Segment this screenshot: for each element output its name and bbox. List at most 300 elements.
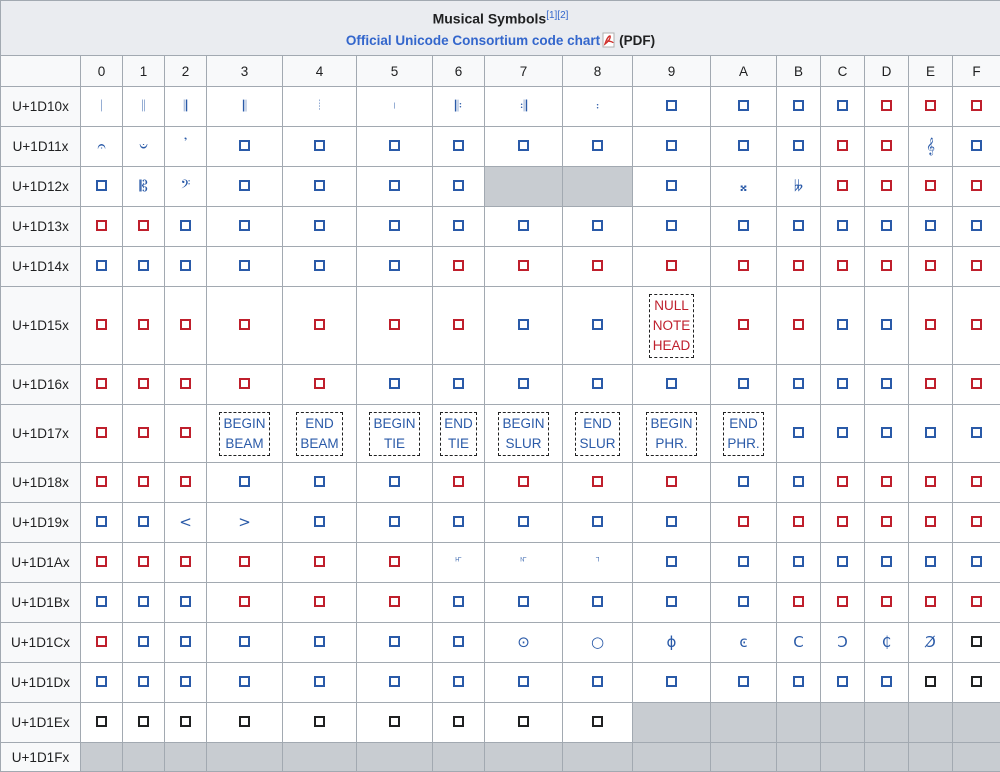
missing-glyph-icon[interactable] bbox=[666, 676, 677, 687]
missing-glyph-icon[interactable] bbox=[971, 100, 982, 111]
code-point-cell bbox=[81, 207, 123, 247]
missing-glyph-icon[interactable] bbox=[239, 319, 250, 330]
missing-glyph-icon[interactable] bbox=[592, 140, 603, 151]
missing-glyph-icon[interactable] bbox=[239, 220, 250, 231]
missing-glyph-icon[interactable] bbox=[518, 260, 529, 271]
missing-glyph-icon[interactable] bbox=[138, 596, 149, 607]
missing-glyph-icon[interactable] bbox=[592, 220, 603, 231]
format-control-label[interactable] bbox=[369, 412, 419, 456]
code-point-cell bbox=[165, 167, 207, 207]
symbol-glyph[interactable]: 𝄈 bbox=[596, 99, 599, 114]
table-row bbox=[1, 87, 1000, 127]
missing-glyph-icon[interactable] bbox=[239, 260, 250, 271]
missing-glyph-icon[interactable] bbox=[239, 556, 250, 567]
symbol-glyph[interactable]: 𝆦 bbox=[455, 555, 461, 570]
code-point-cell bbox=[283, 167, 357, 207]
code-point-cell bbox=[777, 543, 821, 583]
missing-glyph-icon[interactable] bbox=[881, 100, 892, 111]
missing-glyph-icon[interactable] bbox=[314, 180, 325, 191]
missing-glyph-icon[interactable] bbox=[96, 556, 107, 567]
code-point-cell bbox=[433, 463, 485, 503]
missing-glyph-icon[interactable] bbox=[837, 180, 848, 191]
code-point-cell bbox=[777, 405, 821, 463]
missing-glyph-icon[interactable] bbox=[138, 476, 149, 487]
missing-glyph-icon[interactable] bbox=[96, 378, 107, 389]
missing-glyph-icon[interactable] bbox=[453, 716, 464, 727]
column-header: 3 bbox=[207, 56, 283, 87]
reference-links[interactable]: [1][2] bbox=[546, 10, 568, 21]
format-control-label[interactable] bbox=[440, 412, 477, 456]
code-point-cell bbox=[865, 87, 909, 127]
code-chart-link[interactable]: Official Unicode Consortium code chart bbox=[346, 33, 600, 48]
unassigned-cell bbox=[821, 743, 865, 772]
missing-glyph-icon[interactable] bbox=[592, 596, 603, 607]
table-row bbox=[1, 127, 1000, 167]
symbol-glyph[interactable]: 𝄇 bbox=[520, 99, 527, 114]
code-point-cell bbox=[485, 543, 563, 583]
missing-glyph-icon[interactable] bbox=[592, 716, 603, 727]
missing-glyph-icon[interactable] bbox=[793, 378, 804, 389]
code-point-cell bbox=[357, 703, 433, 743]
missing-glyph-icon[interactable] bbox=[971, 676, 982, 687]
missing-glyph-icon[interactable] bbox=[881, 220, 892, 231]
missing-glyph-icon[interactable] bbox=[389, 180, 400, 191]
missing-glyph-icon[interactable] bbox=[518, 516, 529, 527]
missing-glyph-icon[interactable] bbox=[180, 556, 191, 567]
column-header: D bbox=[865, 56, 909, 87]
symbol-glyph[interactable]: Ↄ bbox=[837, 635, 848, 650]
missing-glyph-icon[interactable] bbox=[314, 476, 325, 487]
missing-glyph-icon[interactable] bbox=[453, 260, 464, 271]
label-line: SLUR bbox=[579, 434, 615, 454]
missing-glyph-icon[interactable] bbox=[971, 596, 982, 607]
missing-glyph-icon[interactable] bbox=[738, 319, 749, 330]
missing-glyph-icon[interactable] bbox=[180, 319, 191, 330]
missing-glyph-icon[interactable] bbox=[738, 676, 749, 687]
symbol-glyph[interactable]: 𝄒 bbox=[184, 139, 187, 154]
missing-glyph-icon[interactable] bbox=[793, 596, 804, 607]
missing-glyph-icon[interactable] bbox=[793, 427, 804, 438]
missing-glyph-icon[interactable] bbox=[793, 100, 804, 111]
missing-glyph-icon[interactable] bbox=[881, 260, 892, 271]
missing-glyph-icon[interactable] bbox=[592, 516, 603, 527]
missing-glyph-icon[interactable] bbox=[389, 476, 400, 487]
missing-glyph-icon[interactable] bbox=[837, 140, 848, 151]
label-line: HEAD bbox=[653, 336, 691, 356]
missing-glyph-icon[interactable] bbox=[389, 260, 400, 271]
missing-glyph-icon[interactable] bbox=[837, 596, 848, 607]
symbol-glyph[interactable]: < bbox=[179, 515, 192, 530]
missing-glyph-icon[interactable] bbox=[793, 516, 804, 527]
column-header-row bbox=[1, 56, 1000, 87]
missing-glyph-icon[interactable] bbox=[738, 260, 749, 271]
missing-glyph-icon[interactable] bbox=[314, 596, 325, 607]
missing-glyph-icon[interactable] bbox=[925, 260, 936, 271]
missing-glyph-icon[interactable] bbox=[518, 140, 529, 151]
missing-glyph-icon[interactable] bbox=[518, 676, 529, 687]
missing-glyph-icon[interactable] bbox=[837, 476, 848, 487]
missing-glyph-icon[interactable] bbox=[971, 476, 982, 487]
format-control-label[interactable] bbox=[219, 412, 269, 456]
missing-glyph-icon[interactable] bbox=[881, 556, 892, 567]
missing-glyph-icon[interactable] bbox=[96, 636, 107, 647]
missing-glyph-icon[interactable] bbox=[389, 676, 400, 687]
missing-glyph-icon[interactable] bbox=[239, 716, 250, 727]
missing-glyph-icon[interactable] bbox=[666, 516, 677, 527]
symbol-glyph[interactable]: 𝄡 bbox=[139, 179, 147, 194]
code-point-cell bbox=[81, 663, 123, 703]
missing-glyph-icon[interactable] bbox=[925, 556, 936, 567]
missing-glyph-icon[interactable] bbox=[881, 596, 892, 607]
missing-glyph-icon[interactable] bbox=[453, 636, 464, 647]
column-header: 5 bbox=[357, 56, 433, 87]
symbol-glyph[interactable]: 𝄢 bbox=[181, 179, 191, 194]
missing-glyph-icon[interactable] bbox=[180, 636, 191, 647]
symbol-glyph[interactable]: 𝄐 bbox=[97, 139, 105, 154]
missing-glyph-icon[interactable] bbox=[971, 427, 982, 438]
missing-glyph-icon[interactable] bbox=[793, 556, 804, 567]
missing-glyph-icon[interactable] bbox=[453, 220, 464, 231]
symbol-glyph[interactable]: 𝆧 bbox=[520, 555, 526, 570]
missing-glyph-icon[interactable] bbox=[793, 220, 804, 231]
missing-glyph-icon[interactable] bbox=[239, 378, 250, 389]
missing-glyph-icon[interactable] bbox=[971, 556, 982, 567]
missing-glyph-icon[interactable] bbox=[314, 636, 325, 647]
missing-glyph-icon[interactable] bbox=[239, 476, 250, 487]
column-header: 4 bbox=[283, 56, 357, 87]
code-point-cell bbox=[821, 623, 865, 663]
symbol-glyph[interactable]: ⊙ bbox=[517, 635, 530, 650]
missing-glyph-icon[interactable] bbox=[738, 596, 749, 607]
row-header: U+1D1Ax bbox=[1, 543, 81, 583]
missing-glyph-icon[interactable] bbox=[881, 427, 892, 438]
missing-glyph-icon[interactable] bbox=[314, 140, 325, 151]
missing-glyph-icon[interactable] bbox=[314, 319, 325, 330]
missing-glyph-icon[interactable] bbox=[138, 636, 149, 647]
missing-glyph-icon[interactable] bbox=[518, 319, 529, 330]
column-header: E bbox=[909, 56, 953, 87]
code-point-cell bbox=[485, 365, 563, 405]
missing-glyph-icon[interactable] bbox=[881, 516, 892, 527]
missing-glyph-icon[interactable] bbox=[925, 516, 936, 527]
missing-glyph-icon[interactable] bbox=[738, 476, 749, 487]
missing-glyph-icon[interactable] bbox=[925, 476, 936, 487]
missing-glyph-icon[interactable] bbox=[793, 140, 804, 151]
missing-glyph-icon[interactable] bbox=[881, 180, 892, 191]
unassigned-cell bbox=[711, 743, 777, 772]
code-point-cell bbox=[711, 503, 777, 543]
label-line: BEGIN bbox=[502, 414, 544, 434]
symbol-glyph[interactable]: 𝄆 bbox=[455, 99, 462, 114]
missing-glyph-icon[interactable] bbox=[837, 378, 848, 389]
missing-glyph-icon[interactable] bbox=[925, 180, 936, 191]
code-point-cell bbox=[81, 365, 123, 405]
missing-glyph-icon[interactable] bbox=[793, 676, 804, 687]
symbol-glyph[interactable]: ₵ bbox=[882, 635, 892, 650]
code-point-cell bbox=[821, 543, 865, 583]
code-point-cell bbox=[81, 703, 123, 743]
code-point-cell bbox=[865, 463, 909, 503]
missing-glyph-icon[interactable] bbox=[837, 676, 848, 687]
unassigned-cell bbox=[485, 743, 563, 772]
missing-glyph-icon[interactable] bbox=[925, 100, 936, 111]
missing-glyph-icon[interactable] bbox=[971, 319, 982, 330]
missing-glyph-icon[interactable] bbox=[881, 676, 892, 687]
missing-glyph-icon[interactable] bbox=[793, 319, 804, 330]
missing-glyph-icon[interactable] bbox=[837, 556, 848, 567]
missing-glyph-icon[interactable] bbox=[96, 220, 107, 231]
format-control-label[interactable] bbox=[723, 412, 763, 456]
missing-glyph-icon[interactable] bbox=[925, 378, 936, 389]
missing-glyph-icon[interactable] bbox=[138, 220, 149, 231]
missing-glyph-icon[interactable] bbox=[138, 427, 149, 438]
code-point-cell bbox=[485, 287, 563, 365]
symbol-glyph[interactable]: ɸ bbox=[667, 635, 677, 650]
label-line: END bbox=[727, 414, 759, 434]
symbol-glyph[interactable]: 𝄑 bbox=[139, 139, 147, 154]
code-point-cell bbox=[433, 503, 485, 543]
code-point-cell bbox=[909, 405, 953, 463]
code-point-cell bbox=[357, 583, 433, 623]
symbol-glyph[interactable]: 𝄂 bbox=[184, 99, 187, 114]
missing-glyph-icon[interactable] bbox=[96, 180, 107, 191]
missing-glyph-icon[interactable] bbox=[96, 596, 107, 607]
missing-glyph-icon[interactable] bbox=[971, 378, 982, 389]
unassigned-cell bbox=[81, 743, 123, 772]
code-point-cell bbox=[123, 703, 165, 743]
missing-glyph-icon[interactable] bbox=[138, 676, 149, 687]
missing-glyph-icon[interactable] bbox=[453, 596, 464, 607]
missing-glyph-icon[interactable] bbox=[666, 476, 677, 487]
missing-glyph-icon[interactable] bbox=[389, 378, 400, 389]
code-point-cell bbox=[123, 463, 165, 503]
missing-glyph-icon[interactable] bbox=[180, 476, 191, 487]
code-point-cell bbox=[953, 405, 1000, 463]
missing-glyph-icon[interactable] bbox=[96, 260, 107, 271]
missing-glyph-icon[interactable] bbox=[138, 516, 149, 527]
missing-glyph-icon[interactable] bbox=[666, 378, 677, 389]
symbol-glyph[interactable]: > bbox=[238, 515, 251, 530]
missing-glyph-icon[interactable] bbox=[837, 427, 848, 438]
format-control-label[interactable] bbox=[649, 294, 695, 358]
missing-glyph-icon[interactable] bbox=[666, 100, 677, 111]
missing-glyph-icon[interactable] bbox=[453, 180, 464, 191]
missing-glyph-icon[interactable] bbox=[793, 476, 804, 487]
unassigned-cell bbox=[909, 703, 953, 743]
missing-glyph-icon[interactable] bbox=[837, 516, 848, 527]
column-header: 0 bbox=[81, 56, 123, 87]
missing-glyph-icon[interactable] bbox=[389, 556, 400, 567]
format-control-label[interactable] bbox=[646, 412, 696, 456]
missing-glyph-icon[interactable] bbox=[666, 556, 677, 567]
missing-glyph-icon[interactable] bbox=[314, 220, 325, 231]
missing-glyph-icon[interactable] bbox=[925, 596, 936, 607]
missing-glyph-icon[interactable] bbox=[925, 427, 936, 438]
missing-glyph-icon[interactable] bbox=[518, 476, 529, 487]
symbol-glyph[interactable]: 𝄃 bbox=[243, 99, 246, 114]
missing-glyph-icon[interactable] bbox=[389, 516, 400, 527]
missing-glyph-icon[interactable] bbox=[180, 378, 191, 389]
symbol-glyph[interactable]: C bbox=[793, 635, 803, 650]
missing-glyph-icon[interactable] bbox=[738, 378, 749, 389]
row-header: U+1D10x bbox=[1, 87, 81, 127]
missing-glyph-icon[interactable] bbox=[592, 260, 603, 271]
missing-glyph-icon[interactable] bbox=[314, 716, 325, 727]
missing-glyph-icon[interactable] bbox=[389, 636, 400, 647]
row-header: U+1D16x bbox=[1, 365, 81, 405]
symbol-glyph[interactable]: Ↄ̸ bbox=[925, 635, 936, 650]
missing-glyph-icon[interactable] bbox=[389, 220, 400, 231]
missing-glyph-icon[interactable] bbox=[738, 220, 749, 231]
missing-glyph-icon[interactable] bbox=[453, 476, 464, 487]
code-point-cell bbox=[909, 127, 953, 167]
missing-glyph-icon[interactable] bbox=[518, 596, 529, 607]
missing-glyph-icon[interactable] bbox=[314, 516, 325, 527]
missing-glyph-icon[interactable] bbox=[837, 220, 848, 231]
missing-glyph-icon[interactable] bbox=[96, 319, 107, 330]
missing-glyph-icon[interactable] bbox=[138, 260, 149, 271]
missing-glyph-icon[interactable] bbox=[971, 516, 982, 527]
missing-glyph-icon[interactable] bbox=[239, 596, 250, 607]
missing-glyph-icon[interactable] bbox=[881, 476, 892, 487]
missing-glyph-icon[interactable] bbox=[314, 260, 325, 271]
code-point-cell bbox=[711, 543, 777, 583]
missing-glyph-icon[interactable] bbox=[180, 427, 191, 438]
missing-glyph-icon[interactable] bbox=[96, 716, 107, 727]
missing-glyph-icon[interactable] bbox=[314, 378, 325, 389]
missing-glyph-icon[interactable] bbox=[180, 676, 191, 687]
symbol-glyph[interactable]: ○ bbox=[591, 635, 604, 650]
table-row bbox=[1, 583, 1000, 623]
code-point-cell bbox=[485, 503, 563, 543]
missing-glyph-icon[interactable] bbox=[881, 378, 892, 389]
missing-glyph-icon[interactable] bbox=[592, 676, 603, 687]
table-row bbox=[1, 503, 1000, 543]
missing-glyph-icon[interactable] bbox=[925, 676, 936, 687]
format-control-label[interactable] bbox=[575, 412, 619, 456]
symbol-glyph[interactable]: 𝄫 bbox=[794, 179, 803, 194]
symbol-glyph[interactable]: 𝄪 bbox=[740, 179, 747, 194]
missing-glyph-icon[interactable] bbox=[666, 140, 677, 151]
row-header: U+1D11x bbox=[1, 127, 81, 167]
missing-glyph-icon[interactable] bbox=[592, 378, 603, 389]
symbol-glyph[interactable]: ͼ bbox=[739, 635, 747, 650]
symbol-glyph[interactable]: 𝆨 bbox=[596, 555, 600, 570]
missing-glyph-icon[interactable] bbox=[180, 220, 191, 231]
code-point-cell bbox=[283, 503, 357, 543]
missing-glyph-icon[interactable] bbox=[239, 676, 250, 687]
missing-glyph-icon[interactable] bbox=[971, 140, 982, 151]
missing-glyph-icon[interactable] bbox=[518, 716, 529, 727]
table-row bbox=[1, 463, 1000, 503]
missing-glyph-icon[interactable] bbox=[971, 180, 982, 191]
missing-glyph-icon[interactable] bbox=[138, 556, 149, 567]
missing-glyph-icon[interactable] bbox=[96, 676, 107, 687]
missing-glyph-icon[interactable] bbox=[592, 319, 603, 330]
code-point-cell bbox=[123, 543, 165, 583]
missing-glyph-icon[interactable] bbox=[314, 676, 325, 687]
missing-glyph-icon[interactable] bbox=[881, 140, 892, 151]
missing-glyph-icon[interactable] bbox=[738, 100, 749, 111]
label-line: END bbox=[444, 414, 473, 434]
code-point-cell bbox=[207, 87, 283, 127]
symbol-glyph[interactable]: 𝄁 bbox=[142, 99, 144, 114]
symbol-glyph[interactable]: 𝄞 bbox=[926, 139, 935, 154]
missing-glyph-icon[interactable] bbox=[138, 378, 149, 389]
missing-glyph-icon[interactable] bbox=[971, 260, 982, 271]
missing-glyph-icon[interactable] bbox=[971, 636, 982, 647]
missing-glyph-icon[interactable] bbox=[239, 140, 250, 151]
missing-glyph-icon[interactable] bbox=[314, 556, 325, 567]
code-point-cell bbox=[953, 247, 1000, 287]
code-point-cell bbox=[909, 207, 953, 247]
missing-glyph-icon[interactable] bbox=[738, 556, 749, 567]
missing-glyph-icon[interactable] bbox=[239, 180, 250, 191]
code-point-cell bbox=[821, 583, 865, 623]
missing-glyph-icon[interactable] bbox=[925, 220, 936, 231]
missing-glyph-icon[interactable] bbox=[96, 516, 107, 527]
table-row bbox=[1, 287, 1000, 365]
missing-glyph-icon[interactable] bbox=[453, 676, 464, 687]
missing-glyph-icon[interactable] bbox=[180, 260, 191, 271]
missing-glyph-icon[interactable] bbox=[738, 516, 749, 527]
code-point-cell bbox=[953, 365, 1000, 405]
missing-glyph-icon[interactable] bbox=[453, 319, 464, 330]
missing-glyph-icon[interactable] bbox=[971, 220, 982, 231]
missing-glyph-icon[interactable] bbox=[239, 636, 250, 647]
missing-glyph-icon[interactable] bbox=[518, 220, 529, 231]
code-point-cell bbox=[207, 543, 283, 583]
format-control-label[interactable] bbox=[296, 412, 342, 456]
missing-glyph-icon[interactable] bbox=[180, 716, 191, 727]
missing-glyph-icon[interactable] bbox=[666, 220, 677, 231]
corner-cell bbox=[1, 56, 81, 87]
missing-glyph-icon[interactable] bbox=[793, 260, 804, 271]
missing-glyph-icon[interactable] bbox=[518, 378, 529, 389]
missing-glyph-icon[interactable] bbox=[453, 140, 464, 151]
code-point-cell bbox=[865, 663, 909, 703]
code-point-cell bbox=[207, 463, 283, 503]
code-point-cell bbox=[909, 463, 953, 503]
missing-glyph-icon[interactable] bbox=[666, 260, 677, 271]
missing-glyph-icon[interactable] bbox=[96, 476, 107, 487]
missing-glyph-icon[interactable] bbox=[837, 260, 848, 271]
missing-glyph-icon[interactable] bbox=[453, 516, 464, 527]
code-point-cell bbox=[357, 543, 433, 583]
missing-glyph-icon[interactable] bbox=[925, 319, 936, 330]
missing-glyph-icon[interactable] bbox=[453, 378, 464, 389]
code-point-cell bbox=[821, 87, 865, 127]
missing-glyph-icon[interactable] bbox=[837, 100, 848, 111]
missing-glyph-icon[interactable] bbox=[666, 180, 677, 191]
missing-glyph-icon[interactable] bbox=[389, 140, 400, 151]
code-point-cell bbox=[953, 543, 1000, 583]
missing-glyph-icon[interactable] bbox=[96, 427, 107, 438]
missing-glyph-icon[interactable] bbox=[738, 140, 749, 151]
missing-glyph-icon[interactable] bbox=[138, 716, 149, 727]
missing-glyph-icon[interactable] bbox=[389, 596, 400, 607]
missing-glyph-icon[interactable] bbox=[389, 716, 400, 727]
missing-glyph-icon[interactable] bbox=[592, 476, 603, 487]
missing-glyph-icon[interactable] bbox=[138, 319, 149, 330]
missing-glyph-icon[interactable] bbox=[837, 319, 848, 330]
format-control-label[interactable] bbox=[498, 412, 548, 456]
missing-glyph-icon[interactable] bbox=[180, 596, 191, 607]
missing-glyph-icon[interactable] bbox=[666, 596, 677, 607]
missing-glyph-icon[interactable] bbox=[881, 319, 892, 330]
missing-glyph-icon[interactable] bbox=[389, 319, 400, 330]
code-point-cell bbox=[563, 207, 633, 247]
